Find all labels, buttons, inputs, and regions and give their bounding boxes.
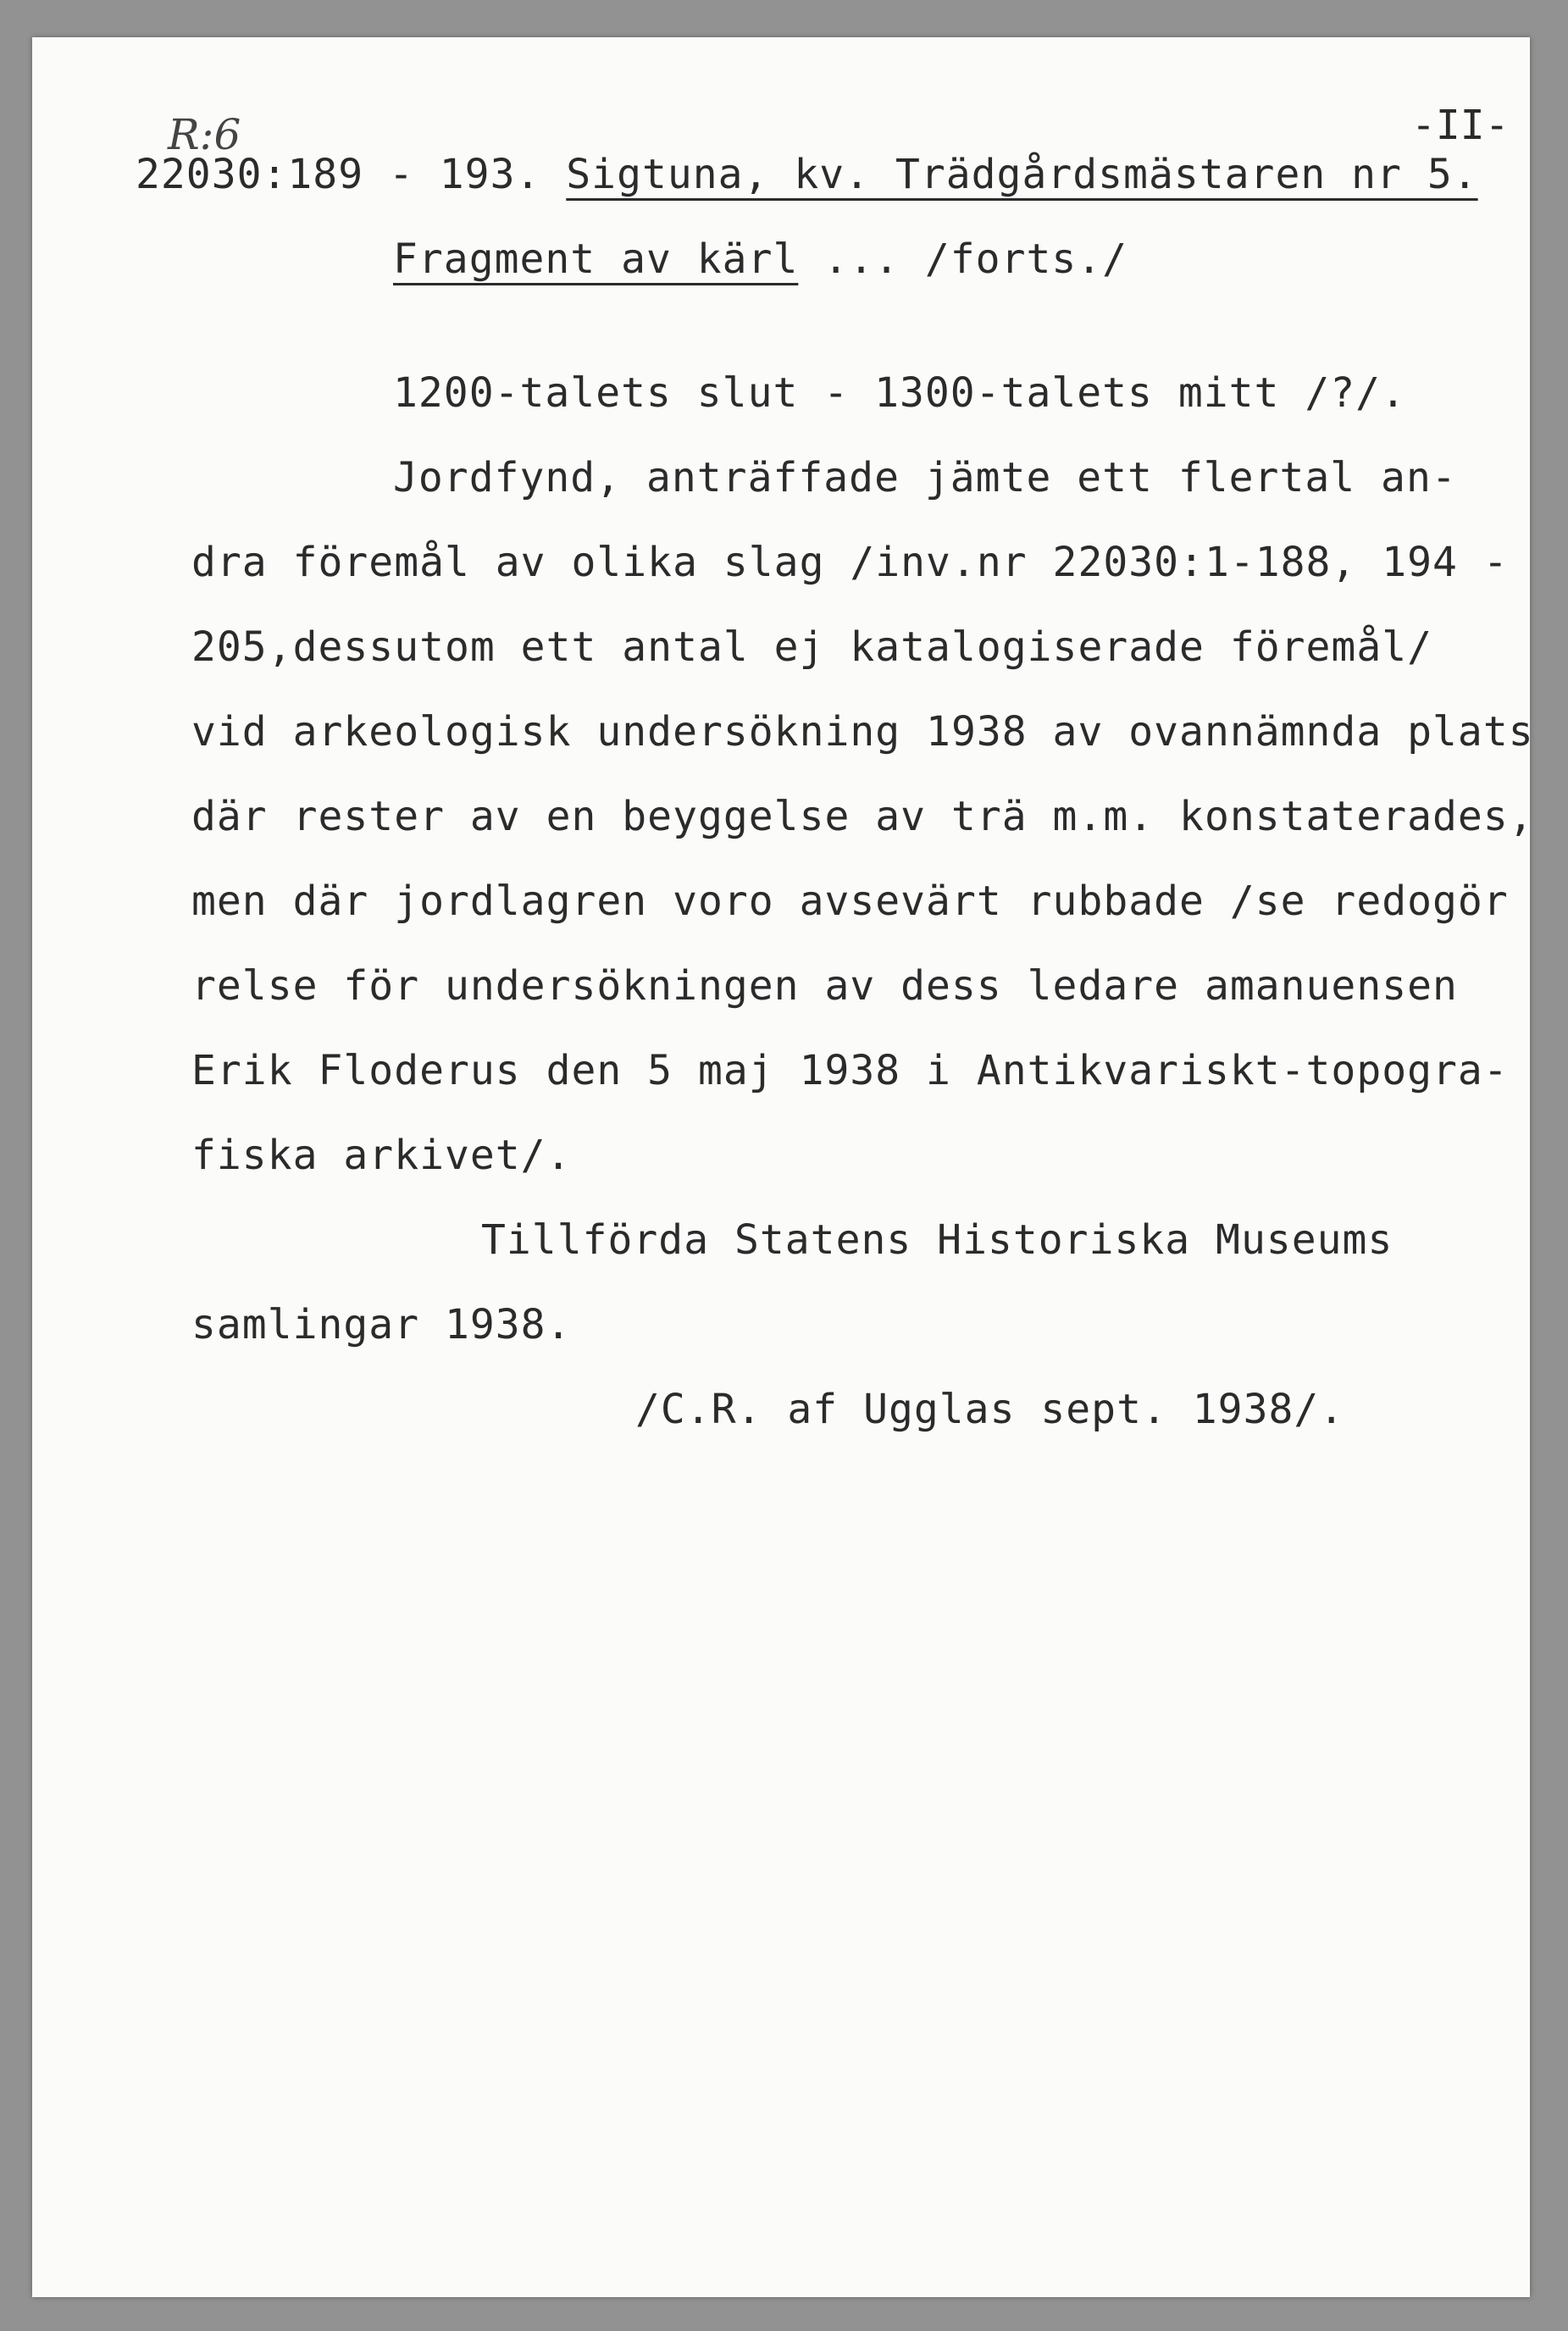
inventory-range: 22030:189 - 193. [136,151,541,198]
body-line: Tillförda Statens Historiska Museums [481,1216,1393,1264]
heading-line-2 [393,235,1128,283]
handwritten-reference: R:6 [168,110,241,159]
site-name: Sigtuna, kv. Trädgårdsmästaren nr 5. [566,151,1478,198]
page-number: -II- [1411,102,1510,149]
body-line: vid arkeologisk undersökning 1938 av ovannämnda plats [191,708,1534,756]
body-line: fiska arkivet/. [191,1132,572,1179]
object-title: Fragment av kärl [393,235,799,283]
body-line: samlingar 1938. [191,1301,572,1348]
body-line: relse för undersökningen av dess ledare amanuensen [191,962,1458,1010]
body-line: Erik Floderus den 5 maj 1938 i Antikvariskt-topogra- [191,1047,1509,1094]
body-line: Jordfynd, anträffade jämte ett flertal an- [393,454,1457,501]
catalog-card [32,37,1534,2297]
continued-marker: ... /forts./ [823,235,1128,283]
body-line: 1200-talets slut - 1300-talets mitt /?/. [393,369,1406,417]
signature-line: /C.R. af Ugglas sept. 1938/. [635,1386,1345,1433]
body-line: dra föremål av olika slag /inv.nr 22030:1-188, 194 - [191,539,1509,586]
body-line: där rester av en beyggelse av trä m.m. konstaterades, [191,793,1534,840]
body-line: men där jordlagren voro avsevärt rubbade /se redogör [191,878,1509,925]
heading-line-1 [136,151,1478,198]
body-line: 205,dessutom ett antal ej katalogiserade föremål/ [191,623,1433,671]
